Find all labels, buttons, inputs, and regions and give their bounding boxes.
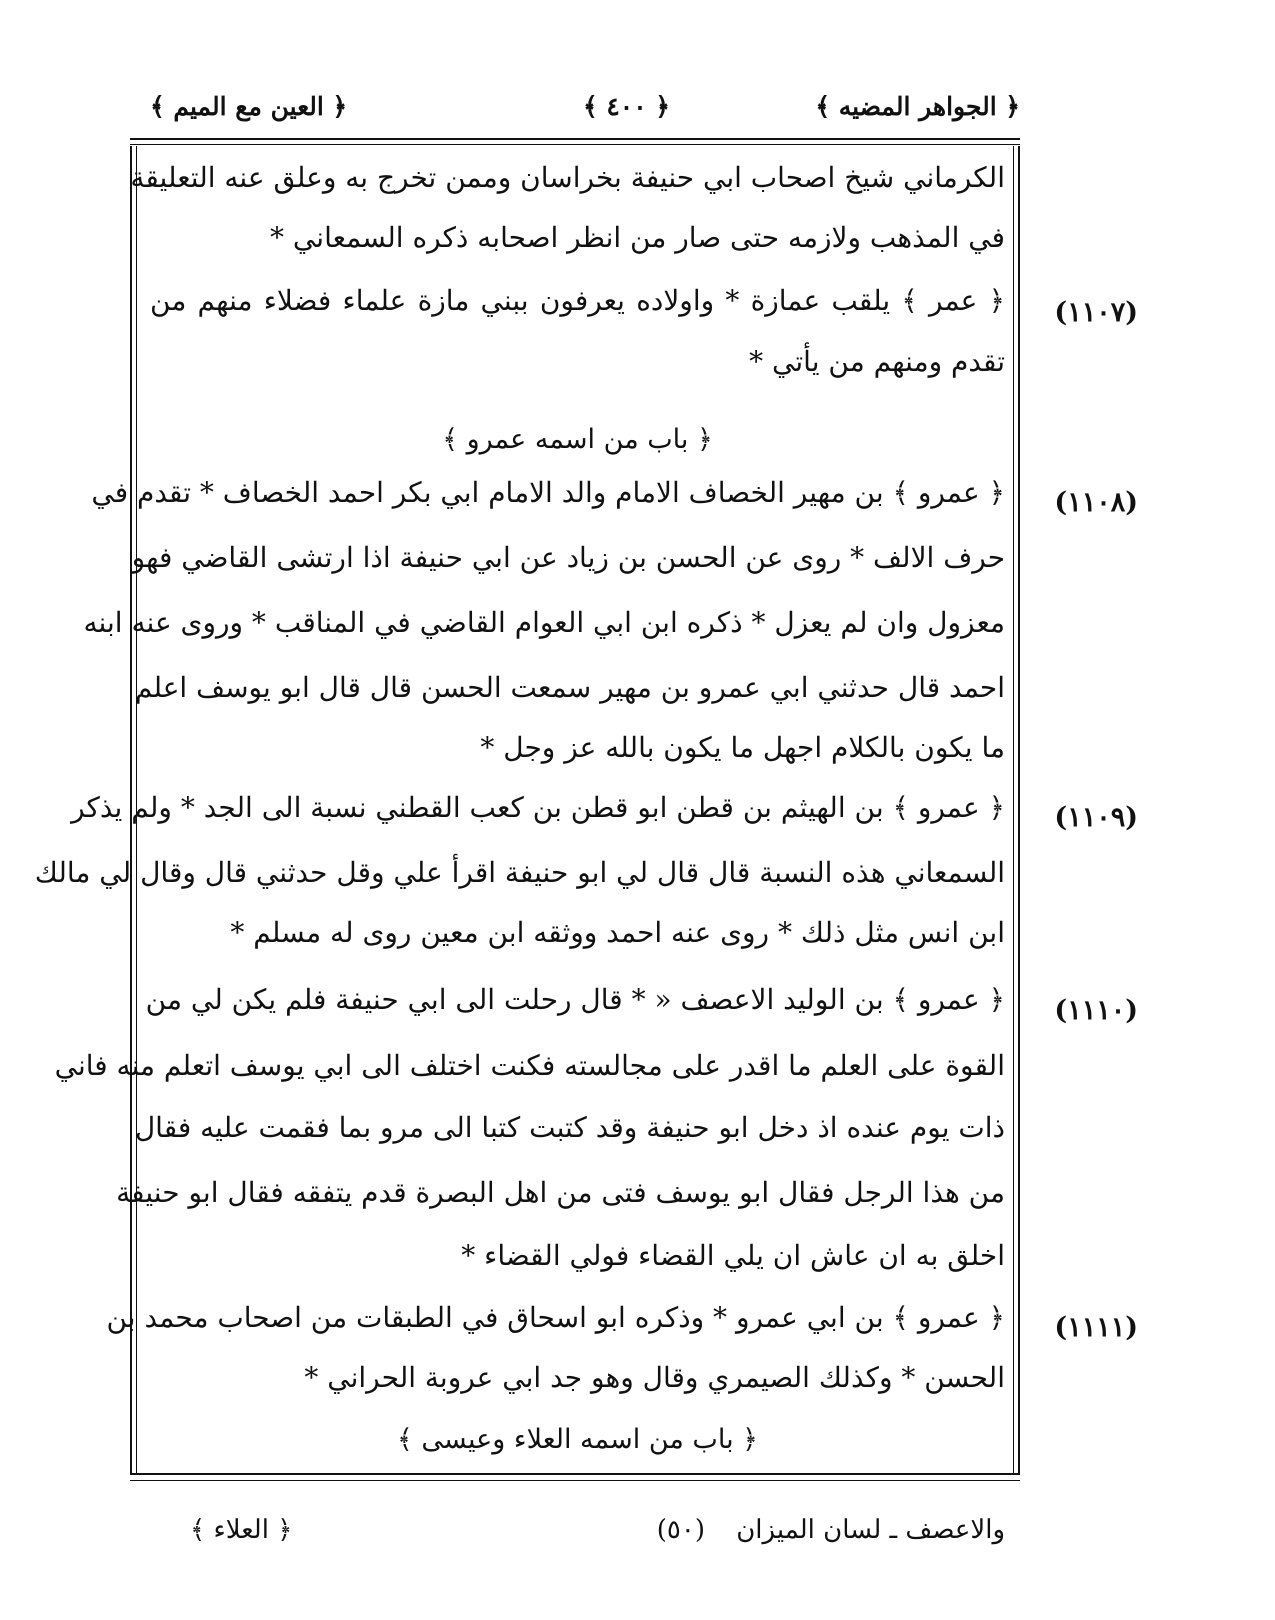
section-heading: ﴿ باب من اسمه عمرو ﴾ — [442, 424, 713, 455]
text-line: السمعاني هذه النسبة قال قال لي ابو حنيفة اقرأ علي وقل حدثني قال وقال لي مالك — [34, 856, 1005, 889]
text-line: الكرماني شيخ اصحاب ابي حنيفة بخراسان وممن تخرج به وعلق عنه التعليقة — [130, 161, 1005, 194]
text-line: معزول وان لم يعزل * ذكره ابن ابي العوام القاضي في المناقب * وروى عنه ابنه — [83, 606, 1005, 639]
text-line: احمد قال حدثني ابي عمرو بن مهير سمعت الحسن قال قال ابو يوسف اعلم — [134, 671, 1005, 704]
text-line: اخلق به ان عاش ان يلي القضاء فولي القضاء * — [461, 1239, 1005, 1272]
text-line: ﴿ عمرو ﴾ بن الوليد الاعصف « * قال رحلت الى ابي حنيفة فلم يكن لي من — [145, 983, 1005, 1016]
text-line: ﴿ عمرو ﴾ بن ابي عمرو * وذكره ابو اسحاق في الطبقات من اصحاب محمد بن — [106, 1301, 1005, 1334]
running-header — [130, 92, 1020, 138]
header-page-number: ﴿ ٤٠٠ ﴾ — [582, 92, 670, 121]
frame-top-rule-thin — [130, 144, 1020, 145]
text-line: القوة على العلم ما اقدر على مجالسته فكنت اختلف الى ابي يوسف اتعلم منه فاني — [54, 1049, 1005, 1082]
text-line: ﴿ عمرو ﴾ بن مهير الخصاف الامام والد الامام ابي بكر احمد الخصاف * تقدم في — [91, 476, 1005, 509]
text-line: ابن انس مثل ذلك * روى عنه احمد ووثقه ابن معين روى له مسلم * — [230, 916, 1005, 949]
text-line: من هذا الرجل فقال ابو يوسف فتى من اهل البصرة قدم يتفقه فقال ابو حنيفة — [116, 1176, 1005, 1209]
text-line: في المذهب ولازمه حتى صار من انظر اصحابه ذكره السمعاني * — [270, 221, 1005, 254]
text-line: ذات يوم عنده اذ دخل ابو حنيفة وقد كتبت كتبا الى مرو بما فقمت عليه فقال — [134, 1111, 1005, 1144]
frame-bottom-rule — [130, 1473, 1020, 1475]
entry-number: (١١١١) — [1054, 1312, 1138, 1343]
header-book-title: ﴿ الجواهر المضيه ﴾ — [815, 92, 1020, 121]
text-line: ﴿ عمرو ﴾ بن الهيثم بن قطن ابو قطن بن كعب القطني نسبة الى الجد * ولم يذكر — [71, 791, 1005, 824]
text-line: الحسن * وكذلك الصيمري وقال وهو جد ابي عروبة الحراني * — [304, 1361, 1005, 1394]
header-section-title: ﴿ العين مع الميم ﴾ — [150, 92, 348, 121]
text-line: حرف الالف * روى عن الحسن بن زياد عن ابي حنيفة اذا ارتشى القاضي فهو — [131, 541, 1005, 574]
footer-catchword: ﴿ العلاء ﴾ — [190, 1515, 293, 1545]
frame-right-rule — [1018, 146, 1020, 1473]
entry-number: (١١٠٨) — [1054, 487, 1138, 518]
section-heading: ﴿ باب من اسمه العلاء وعيسى ﴾ — [397, 1424, 758, 1455]
frame-right-rule-thin — [1013, 146, 1014, 1473]
entry-number: (١١٠٧) — [1054, 297, 1138, 328]
frame-top-rule — [130, 138, 1020, 140]
text-line: ما يكون بالكلام اجهل ما يكون بالله عز وجل * — [480, 731, 1005, 764]
footer-signature-number: (٥٠) — [656, 1515, 705, 1545]
text-line: ﴿ عمر ﴾ يلقب عمازة * واولاده يعرفون ببني مازة علماء فضلاء منهم من — [150, 284, 1005, 317]
entry-number: (١١١٠) — [1054, 995, 1138, 1026]
entry-number: (١١٠٩) — [1054, 802, 1138, 833]
footer-reference: والاعصف ـ لسان الميزان — [736, 1515, 1005, 1545]
frame-bottom-rule-thin — [130, 1480, 1020, 1481]
page-footer — [190, 1515, 1005, 1555]
text-line: تقدم ومنهم من يأتي * — [749, 345, 1005, 378]
